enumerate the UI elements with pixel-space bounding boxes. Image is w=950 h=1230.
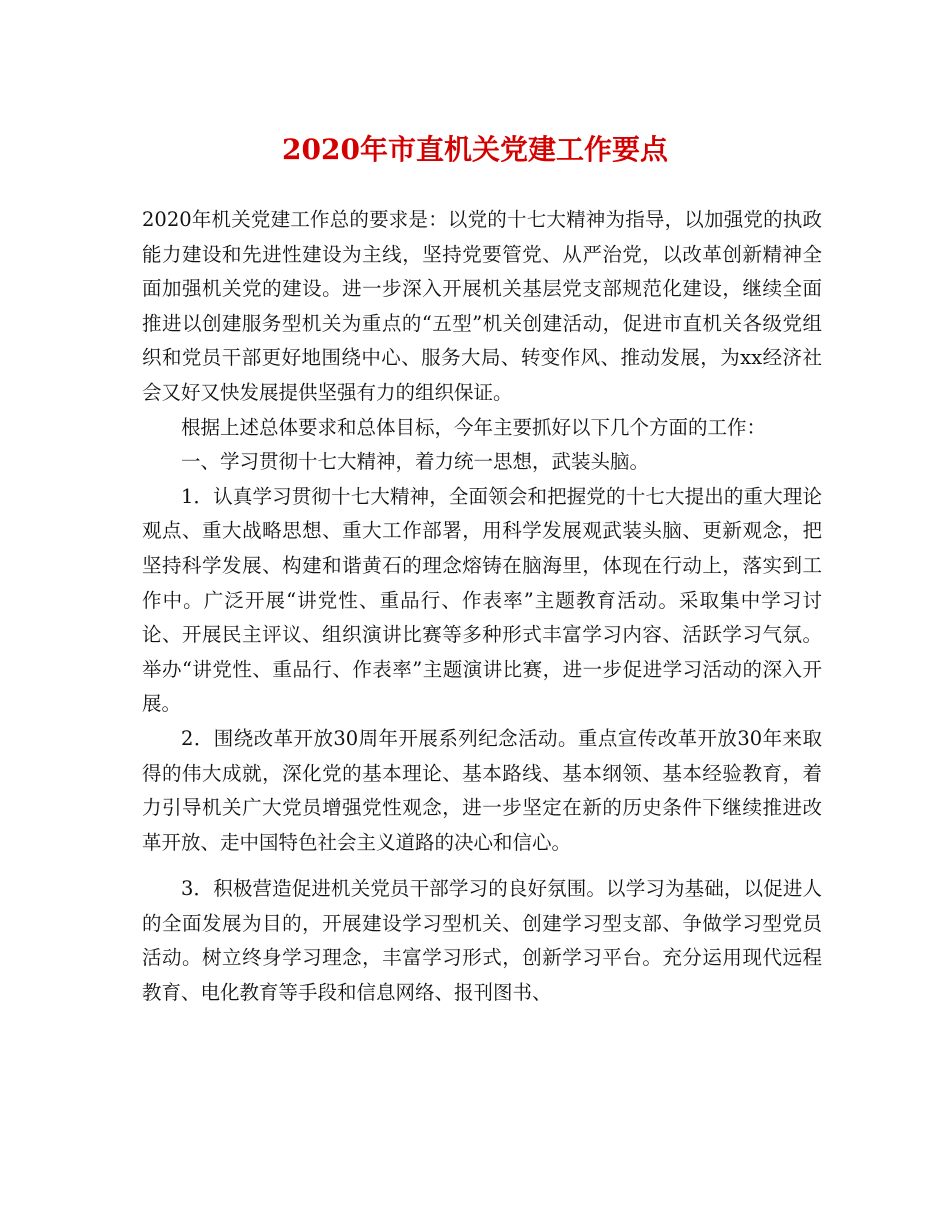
- section-heading-1: 一、学习贯彻十七大精神，着力统一思想，武装头脑。: [181, 450, 650, 474]
- item-paragraph-1: 1．认真学习贯彻十七大精神，全面领会和把握党的十七大提出的重大理论观点、重大战略思想、重大工作部署，用科学发展观武装头脑、更新观念，把坚持科学发展、构建和谐黄石的理念熔铸在脑海里，体现在行动上，落实到工作中。广泛开展“讲党性、重品行、作表率”主题教育活动。采取集中学习讨论、开展民主评议、组织演讲比赛等多种形式丰富学习内容、活跃学习气氛。举办“讲党性、重品行、作表率”主题演讲比赛，进一步促进学习活动的深入开展。: [142, 484, 822, 716]
- document-body: [142, 203, 822, 1011]
- item-paragraph-3: 3．积极营造促进机关党员干部学习的良好氛围。以学习为基础，以促进人的全面发展为目的，开展建设学习型机关、创建学习型支部、争做学习型党员活动。树立终身学习理念，丰富学习形式，创新学习平台。充分运用现代远程教育、电化教育等手段和信息网络、报刊图书、: [142, 877, 822, 1005]
- document-title: 2020年市直机关党建工作要点: [282, 133, 668, 166]
- overview-paragraph: 根据上述总体要求和总体目标，今年主要抓好以下几个方面的工作：: [181, 415, 767, 439]
- item-paragraph-2: 2．围绕改革开放30周年开展系列纪念活动。重点宣传改革开放30年来取得的伟大成就，深化党的基本理论、基本路线、基本纲领、基本经验教育，着力引导机关广大党员增强党性观念，进一步坚定在新的历史条件下继续推进改革开放、走中国特色社会主义道路的决心和信心。: [142, 726, 822, 854]
- intro-paragraph: 2020年机关党建工作总的要求是：以党的十七大精神为指导，以加强党的执政能力建设和先进性建设为主线，坚持党要管党、从严治党，以改革创新精神全面加强机关党的建设。进一步深入开展机关基层党支部规范化建设，继续全面推进以创建服务型机关为重点的“五型”机关创建活动，促进市直机关各级党组织和党员干部更好地围绕中心、服务大局、转变作风、推动发展，为xx经济社会又好又快发展提供坚强有力的组织保证。: [142, 208, 822, 404]
